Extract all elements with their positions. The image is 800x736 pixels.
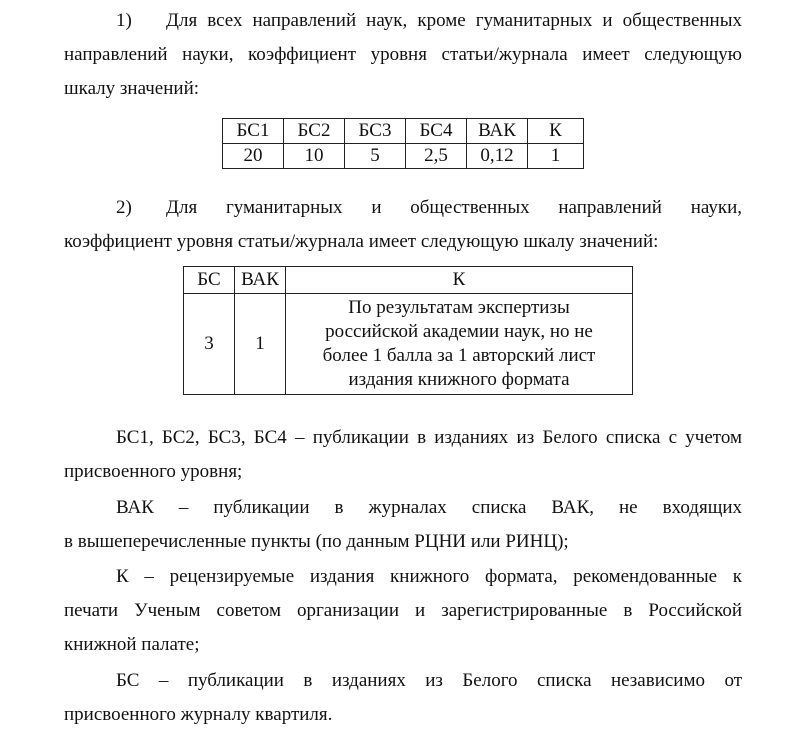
table-1-value-row: [223, 144, 584, 169]
item-2-paragraph: [64, 191, 742, 259]
table-1-header-row: [223, 119, 584, 144]
definition-vak: [64, 491, 742, 559]
definition-k-line-1: К – рецензируемые издания книжного формата, рекомендованные к: [116, 566, 742, 587]
coefficient-table-1: [222, 118, 584, 169]
table-1-header-cell: ВАК: [467, 119, 528, 144]
table-2-k-line: По результатам экспертизы: [348, 297, 570, 318]
coefficient-table-2: [183, 266, 633, 395]
definition-bs-line-1: БС – публикации в изданиях из Белого списка независимо от: [116, 670, 742, 691]
table-2-k-value: [286, 294, 633, 395]
table-2-header-cell: ВАК: [235, 267, 286, 294]
table-2-value-row: [184, 294, 633, 395]
table-2-header-row: [184, 267, 633, 294]
item-2-line-1: Для гуманитарных и общественных направлений науки,: [166, 197, 742, 218]
table-2-header-cell: К: [286, 267, 633, 294]
item-1-line-1: Для всех направлений наук, кроме гуманитарных и общественных: [166, 10, 742, 31]
definition-k-line-3: книжной палате;: [64, 634, 200, 655]
table-1-value-cell: 10: [284, 144, 345, 169]
table-1-value-cell: 5: [345, 144, 406, 169]
definition-bs1-bs4-line-2: присвоенного уровня;: [64, 461, 243, 482]
table-1-header-cell: К: [528, 119, 584, 144]
item-1-line-2: направлений науки, коэффициент уровня статьи/журнала имеет следующую: [64, 44, 742, 65]
item-2-number: 2): [116, 197, 132, 218]
definition-bs-line-2: присвоенного журналу квартиля.: [64, 704, 333, 725]
table-2-k-line: издания книжного формата: [348, 369, 570, 390]
table-1-value-cell: 0,12: [467, 144, 528, 169]
table-1-value-cell: 1: [528, 144, 584, 169]
table-2-k-line: более 1 балла за 1 авторский лист: [322, 345, 596, 366]
table-2-header-cell: БС: [184, 267, 235, 294]
table-1-header-cell: БС2: [284, 119, 345, 144]
definition-k: [64, 560, 742, 662]
table-2-k-line: российской академии наук, но не: [325, 321, 593, 342]
table-1-header-cell: БС1: [223, 119, 284, 144]
definition-vak-line-1: ВАК – публикации в журналах списка ВАК, не входящих: [116, 497, 742, 518]
table-2-vak-value: 1: [235, 294, 286, 395]
table-1-value-cell: 2,5: [406, 144, 467, 169]
definition-k-line-2: печати Ученым советом организации и зарегистрированные в Российской: [64, 600, 742, 621]
table-1-header-cell: БС3: [345, 119, 406, 144]
definition-vak-line-2: в вышеперечисленные пункты (по данным РЦНИ или РИНЦ);: [64, 531, 569, 552]
item-2-line-2: коэффициент уровня статьи/журнала имеет следующую шкалу значений:: [64, 231, 659, 252]
definition-bs1-bs4-line-1: БС1, БС2, БС3, БС4 – публикации в изданиях из Белого списка с учетом: [116, 427, 742, 448]
table-1-header-cell: БС4: [406, 119, 467, 144]
item-1-number: 1): [116, 10, 132, 31]
table-2-bs-value: 3: [184, 294, 235, 395]
definition-bs1-bs4: [64, 421, 742, 489]
item-1-line-3: шкалу значений:: [64, 78, 200, 99]
definition-bs: [64, 664, 742, 732]
item-1-paragraph: [64, 4, 742, 106]
table-1-value-cell: 20: [223, 144, 284, 169]
